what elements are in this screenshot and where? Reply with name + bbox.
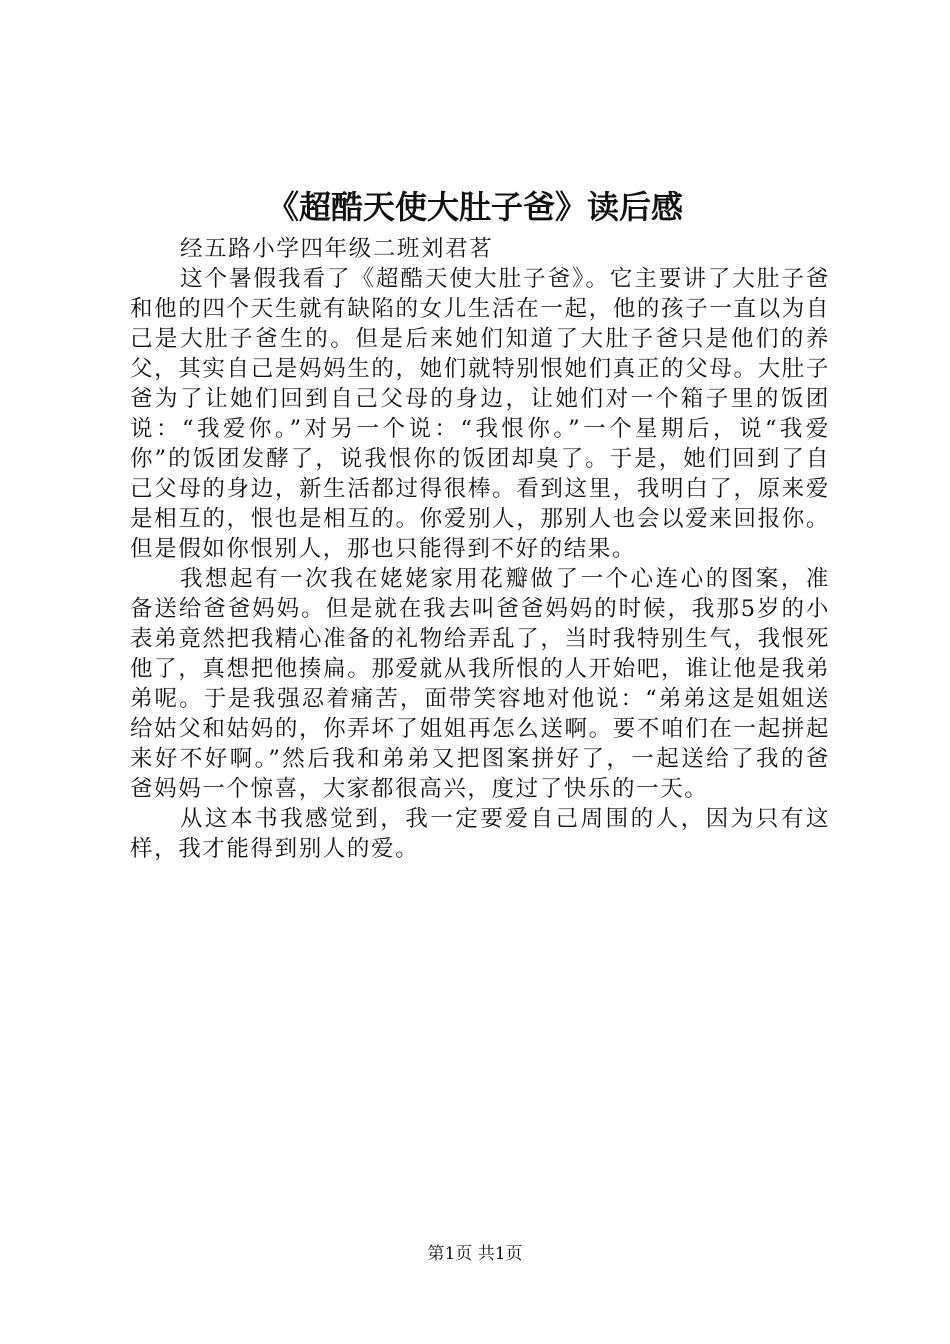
paragraph-1: 这个暑假我看了《超酷天使大肚子爸》。它主要讲了大肚子爸和他的四个天生就有缺陷的女儿生活在一起，他的孩子一直以为自己是大肚子爸生的。但是后来她们知道了大肚子爸只是他们的养父，其实自己是妈妈生的，她们就特别恨她们真正的父母。大肚子爸为了让她们回到自己父母的身边，让她们对一个箱子里的饭团说：“我爱你。”对另一个说：“我恨你。”一个星期后，说“我爱你”的饭团发酵了，说我恨你的饭团却臭了。于是，她们回到了自己父母的身边，新生活都过得很棒。看到这里，我明白了，原来爱是相互的，恨也是相互的。你爱别人，那别人也会以爱来回报你。但是假如你恨别人，那也只能得到不好的结果。 [130,266,830,562]
document-title: 《超酷天使大肚子爸》读后感 [266,188,683,226]
author-byline: 经五路小学四年级二班刘君茗 [180,236,494,262]
document-body [130,234,830,864]
paragraph-2: 我想起有一次我在姥姥家用花瓣做了一个心连心的图案，准备送给爸爸妈妈。但是就在我去叫爸爸妈妈的时候，我那5岁的小表弟竟然把我精心准备的礼物给弄乱了，当时我特别生气，我恨死他了，真想把他揍扁。那爱就从我所恨的人开始吧，谁让他是我弟弟呢。于是我强忍着痛苦，面带笑容地对他说：“弟弟这是姐姐送给姑父和姑妈的，你弄坏了姐姐再怎么送啊。要不咱们在一起拼起来好不好啊。”然后我和弟弟又把图案拼好了，一起送给了我的爸爸妈妈一个惊喜，大家都很高兴，度过了快乐的一天。 [130,566,830,802]
paragraph-3: 从这本书我感觉到，我一定要爱自己周围的人，因为只有这样，我才能得到别人的爱。 [130,806,830,862]
page-footer: 第1页 共1页 [427,1244,523,1264]
